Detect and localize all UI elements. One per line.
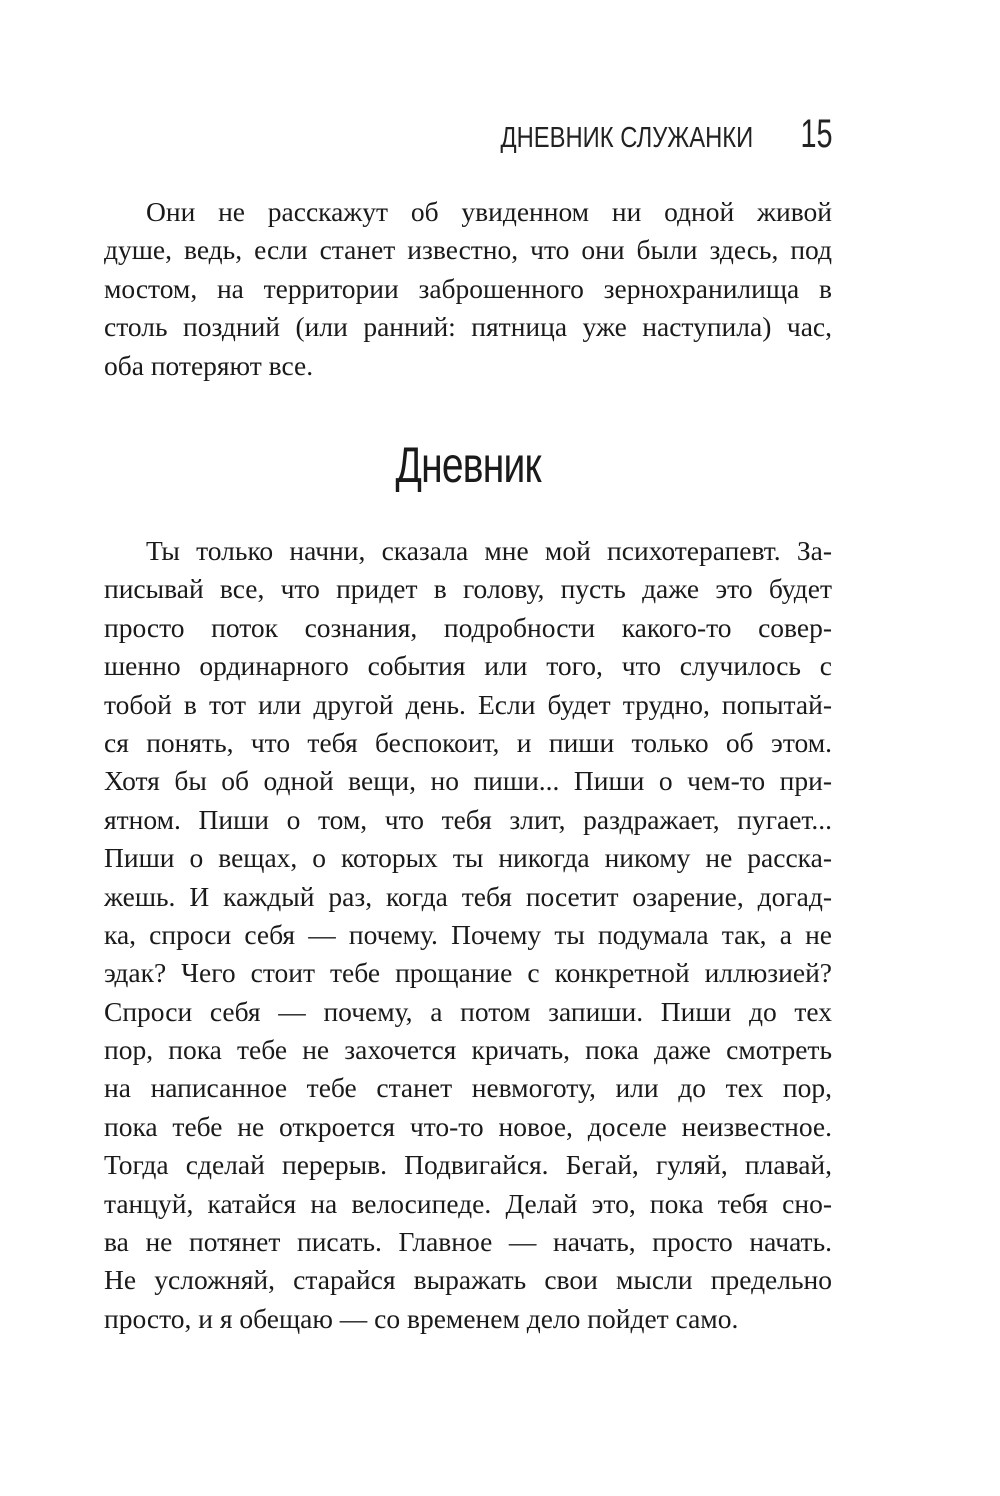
page-number: 15	[799, 112, 832, 156]
text-line: мостом, на территории заброшенного зернохранилища в	[104, 272, 832, 304]
text-line: столь поздний (или ранний: пятница уже наступила) час,	[104, 311, 832, 343]
text-line: пока тебе не откроется что-то новое, доселе неизвестное.	[104, 1110, 832, 1142]
text-line: Не усложняй, старайся выражать свои мысли предельно	[104, 1264, 832, 1296]
text-line: просто поток сознания, подробности какого-то совер-	[104, 611, 832, 643]
text-line: Они не расскажут об увиденном ни одной живой	[146, 196, 832, 227]
text-line: танцуй, катайся на велосипеде. Делай это, пока тебя сно-	[104, 1187, 832, 1219]
text-line: тобой в тот или другой день. Если будет трудно, попытай-	[104, 688, 832, 720]
text-line: душе, ведь, если станет известно, что они были здесь, под	[104, 234, 832, 266]
running-head-title: ДНЕВНИК СЛУЖАНКИ	[500, 122, 754, 154]
text-line: ва не потянет писать. Главное — начать, просто начать.	[104, 1226, 832, 1258]
text-line: пор, пока тебе не захочется кричать, пока даже смотреть	[104, 1034, 832, 1066]
text-line: ятном. Пиши о том, что тебя злит, раздражает, пугает...	[104, 803, 832, 835]
text-line: на написанное тебе станет невмоготу, или до тех пор,	[104, 1072, 832, 1104]
chapter-title	[104, 436, 832, 494]
paragraph-2	[104, 532, 832, 1338]
chapter-title-text: Дневник	[395, 437, 541, 493]
text-line: шенно ординарного события или того, что случилось с	[104, 650, 832, 682]
text-line: ся понять, что тебя беспокоит, и пиши только об этом.	[104, 726, 832, 758]
text-line: жешь. И каждый раз, когда тебя посетит озарение, догад-	[104, 880, 832, 912]
text-line: Хотя бы об одной вещи, но пиши... Пиши о чем-то при-	[104, 765, 832, 797]
text-line: ка, спроси себя — почему. Почему ты подумала так, а не	[104, 918, 832, 950]
text-line: Пиши о вещах, о которых ты никогда никому не расска-	[104, 842, 832, 874]
text-line: писывай все, что придет в голову, пусть даже это будет	[104, 573, 832, 605]
text-line: Ты только начни, сказала мне мой психотерапевт. За-	[146, 535, 832, 566]
text-line: Спроси себя — почему, а потом запиши. Пиши до тех	[104, 995, 832, 1027]
text-line: оба потеряют все.	[104, 349, 314, 381]
running-head	[445, 112, 832, 157]
text-line: эдак? Чего стоит тебе прощание с конкретной иллюзией?	[104, 957, 832, 989]
text-line: Тогда сделай перерыв. Подвигайся. Бегай, гуляй, плавай,	[104, 1149, 832, 1181]
text-line: просто, и я обещаю — со временем дело пойдет само.	[104, 1302, 739, 1334]
paragraph-1	[104, 193, 832, 385]
